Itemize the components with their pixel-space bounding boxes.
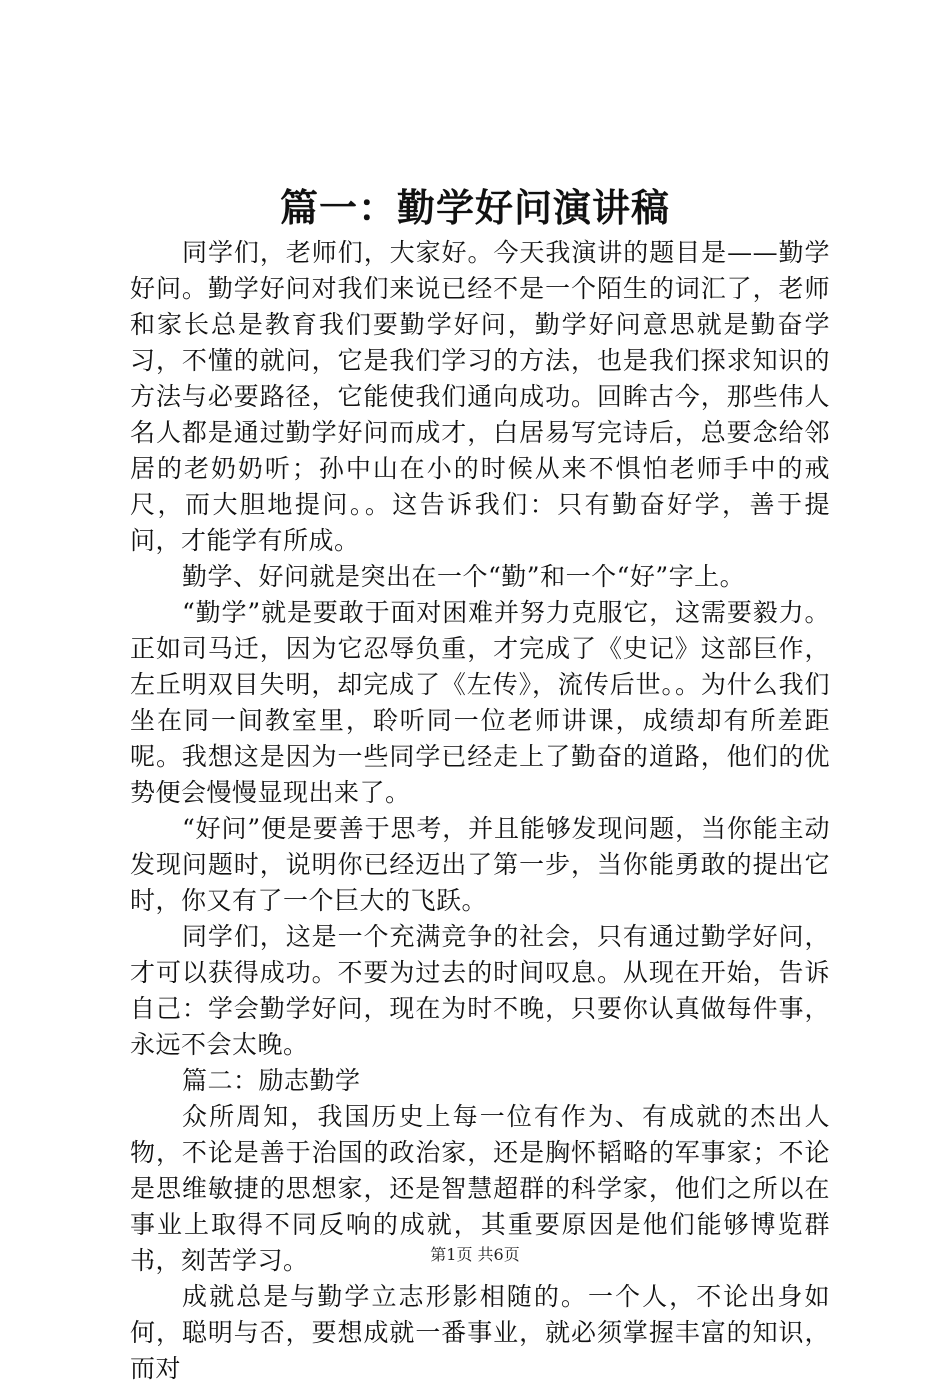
paragraph-haowen: “好问”便是要善于思考，并且能够发现问题，当你能主动发现问题时，说明你已经迈出了第一步，当你能勇敢的提出它时，你又有了一个巨大的飞跃。 xyxy=(130,814,830,915)
document-body xyxy=(130,235,830,1387)
paragraph-part2-history: 众所周知，我国历史上每一位有作为、有成就的杰出人物，不论是善于治国的政治家，还是胸怀韬略的军事家；不论是思维敏捷的思想家，还是智慧超群的科学家，他们之所以在事业上取得不同反响的成就，其重要原因是他们能够博览群书，刻苦学习。 xyxy=(130,1102,830,1275)
paragraph-qinxue: “勤学”就是要敢于面对困难并努力克服它，这需要毅力。正如司马迁，因为它忍辱负重，才完成了《史记》这部巨作，左丘明双目失明，却完成了《左传》，流传后世。。为什么我们坐在同一间教室里，聆听同一位老师讲课，成绩却有所差距呢。我想这是因为一些同学已经走上了勤奋的道路，他们的优势便会慢慢显现出来了。 xyxy=(130,598,830,807)
paragraph-qin-hao: 勤学、好问就是突出在一个“勤”和一个“好”字上。 xyxy=(182,562,746,591)
paragraph-intro: 同学们，老师们，大家好。今天我演讲的题目是——勤学好问。勤学好问对我们来说已经不是一个陌生的词汇了，老师和家长总是教育我们要勤学好问，勤学好问意思就是勤奋学习，不懂的就问，它是我们学习的方法，也是我们探求知识的方法与必要路径，它能使我们通向成功。回眸古今，那些伟人名人都是通过勤学好问而成才，白居易写完诗后，总要念给邻居的老奶奶听；孙中山在小的时候从来不惧怕老师手中的戒尺，而大胆地提问。。这告诉我们：只有勤奋好学，善于提问，才能学有所成。 xyxy=(130,238,830,555)
paragraph-conclusion: 同学们，这是一个充满竞争的社会，只有通过勤学好问，才可以获得成功。不要为过去的时间叹息。从现在开始，告诉自己：学会勤学好问，现在为时不晚，只要你认真做每件事，永远不会太晚。 xyxy=(130,922,830,1059)
page-number-footer: 第1页 共6页 xyxy=(430,1245,520,1264)
paragraph-part2-achievement: 成就总是与勤学立志形影相随的。一个人，不论出身如何，聪明与否，要想成就一番事业，就必须掌握丰富的知识，而对 xyxy=(130,1282,830,1383)
document-title: 篇一：勤学好问演讲稿 xyxy=(279,185,670,230)
section-heading-part2: 篇二：励志勤学 xyxy=(182,1066,361,1095)
